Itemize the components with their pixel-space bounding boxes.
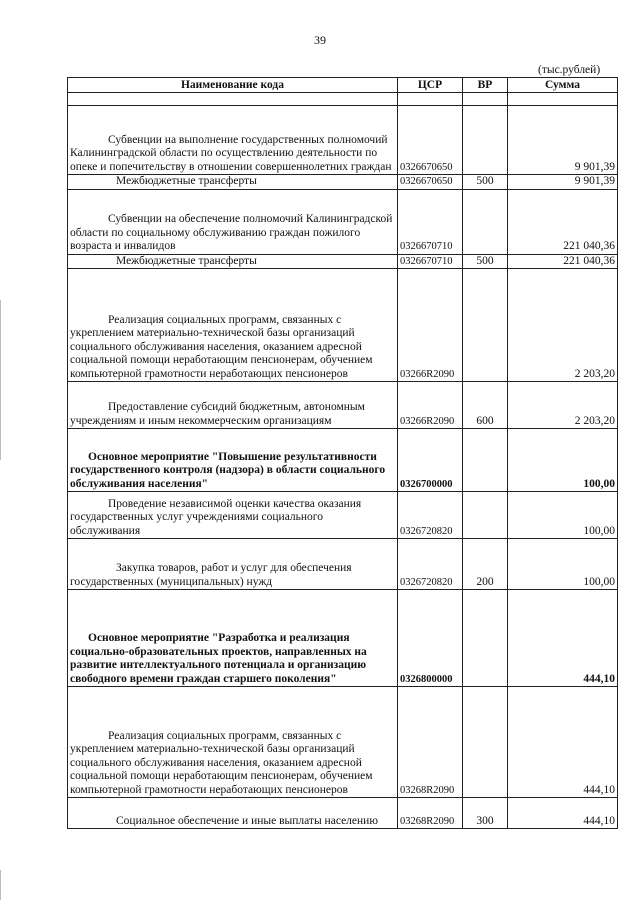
row-name: Субвенции на выполнение государственных полномочий Калининградской области по осуществлению деятельности по опеке и попечительству в отношении совершеннолетних граждан xyxy=(70,133,392,173)
row-vr xyxy=(463,189,508,254)
row-sum: 2 203,20 xyxy=(508,269,618,382)
row-vr xyxy=(463,492,508,539)
row-csr: 0326800000 xyxy=(398,590,463,687)
header-sum: Сумма xyxy=(508,78,618,93)
row-vr: 300 xyxy=(463,798,508,829)
scan-edge-line xyxy=(0,300,1,460)
table-row xyxy=(68,687,618,798)
row-name: Межбюджетные трансферты xyxy=(116,254,257,267)
row-sum: 221 040,36 xyxy=(508,254,618,269)
row-sum: 444,10 xyxy=(508,590,618,687)
row-csr: 0326720820 xyxy=(398,492,463,539)
page-number: 39 xyxy=(314,33,326,47)
row-sum: 9 901,39 xyxy=(508,175,618,190)
row-csr: 0326670650 xyxy=(398,106,463,175)
table-row xyxy=(68,106,618,175)
row-sum: 100,00 xyxy=(508,429,618,492)
table-row xyxy=(68,189,618,254)
table-row xyxy=(68,175,618,190)
scan-edge-line xyxy=(0,870,1,900)
row-name: Социальное обеспечение и иные выплаты населению xyxy=(116,814,378,827)
header-vr: ВР xyxy=(463,78,508,93)
row-csr: 0326670710 xyxy=(398,254,463,269)
row-csr: 0326670710 xyxy=(398,189,463,254)
row-name: Закупка товаров, работ и услуг для обеспечения государственных (муниципальных) нужд xyxy=(70,562,352,588)
row-vr xyxy=(463,269,508,382)
row-csr: 03268R2090 xyxy=(398,798,463,829)
row-sum: 9 901,39 xyxy=(508,106,618,175)
row-name: Субвенции на обеспечение полномочий Калининградской области по социальному обслуживанию граждан пожилого возраста и инвалидов xyxy=(70,213,393,252)
row-name: Реализация социальных программ, связанных с укреплением материально-технической базы организаций социального обслуживания населения, оказанием адресной социальной помощи неработающим пенсионерам, обучением компьютерной грамотности неработающих пенсионеров xyxy=(70,729,373,796)
row-csr: 03266R2090 xyxy=(398,382,463,429)
table-row xyxy=(68,382,618,429)
row-name: Основное мероприятие "Повышение результативности государственного контроля (надзора) в области социального обслуживания населения" xyxy=(70,450,386,490)
table-row xyxy=(68,254,618,269)
row-sum: 444,10 xyxy=(508,798,618,829)
header-csr: ЦСР xyxy=(398,78,463,93)
row-csr: 0326700000 xyxy=(398,429,463,492)
row-name: Межбюджетные трансферты xyxy=(116,175,257,187)
table-row xyxy=(68,492,618,539)
row-name: Реализация социальных программ, связанных с укреплением материально-технической базы организаций социального обслуживания населения, оказанием адресной социальной помощи неработающим пенсионерам, обучением компьютерной грамотности неработающих пенсионеров xyxy=(70,313,373,380)
row-csr: 0326720820 xyxy=(398,539,463,590)
row-csr: 0326670650 xyxy=(398,175,463,190)
row-name: Проведение независимой оценки качества оказания государственных услуг учреждениями социального обслуживания xyxy=(70,497,362,537)
row-vr: 600 xyxy=(463,382,508,429)
row-vr: 500 xyxy=(463,175,508,190)
table-header-row xyxy=(68,78,618,93)
table-row xyxy=(68,269,618,382)
header-name: Наименование кода xyxy=(68,78,398,93)
row-sum: 2 203,20 xyxy=(508,382,618,429)
row-sum: 444,10 xyxy=(508,687,618,798)
table-row xyxy=(68,539,618,590)
row-vr xyxy=(463,590,508,687)
row-vr xyxy=(463,687,508,798)
row-sum: 100,00 xyxy=(508,492,618,539)
row-vr xyxy=(463,429,508,492)
table-row xyxy=(68,798,618,829)
row-name: Предоставление субсидий бюджетным, автономным учреждениям и иным некоммерческим организациям xyxy=(70,401,365,427)
row-vr: 200 xyxy=(463,539,508,590)
row-name: Основное мероприятие "Разработка и реализация социально-образовательных проектов, направленных на развитие интеллектуального потенциала и организацию свободного времени граждан старшего поколения" xyxy=(70,632,367,685)
row-csr: 03268R2090 xyxy=(398,687,463,798)
budget-table xyxy=(67,77,618,829)
row-vr: 500 xyxy=(463,254,508,269)
spacer-row xyxy=(68,93,618,106)
row-sum: 100,00 xyxy=(508,539,618,590)
table-row xyxy=(68,429,618,492)
table-row xyxy=(68,590,618,687)
row-sum: 221 040,36 xyxy=(508,189,618,254)
row-csr: 03266R2090 xyxy=(398,269,463,382)
units-label: (тыс.рублей) xyxy=(538,64,601,76)
row-vr xyxy=(463,106,508,175)
